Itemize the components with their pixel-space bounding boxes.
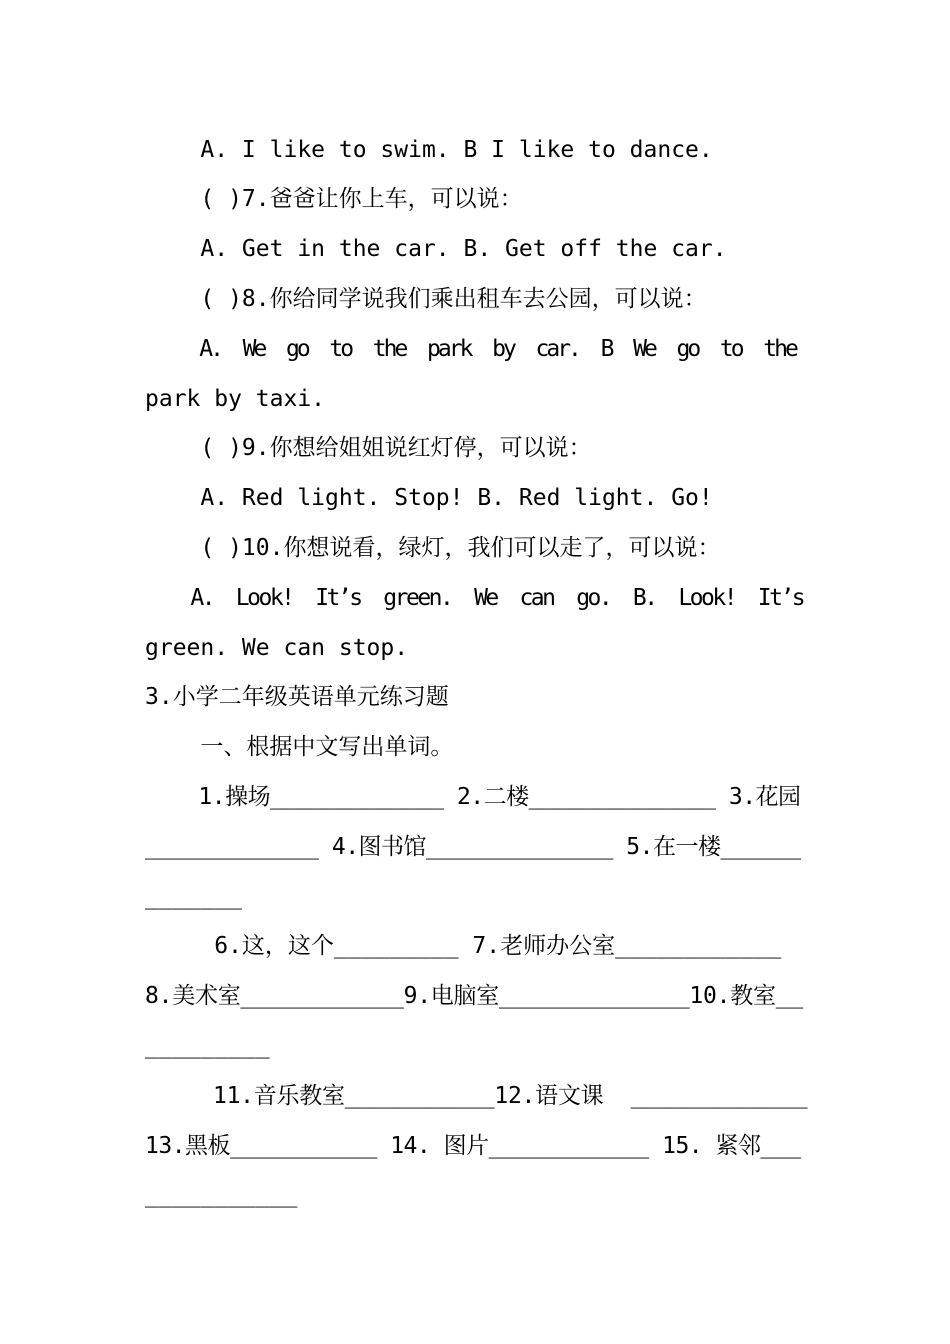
fill-in-line: 6.这，这个_________ 7.老师办公室____________ xyxy=(145,933,782,959)
text-line: A. I like to swim. B I like to dance. xyxy=(145,137,713,163)
fill-in-line: _________ xyxy=(145,1033,270,1059)
question-10: ( )10.你想说看，绿灯，我们可以走了，可以说： xyxy=(145,535,721,561)
text-line: A. Red light. Stop! B. Red light. Go! xyxy=(145,485,713,511)
fill-in-line: 8.美术室____________9.电脑室______________10.教室__ xyxy=(145,983,803,1009)
fill-in-line: 1.操场_____________ 2.二楼______________ 3.花园 xyxy=(145,784,801,810)
question-9: ( )9.你想给姐姐说红灯停，可以说： xyxy=(145,435,592,461)
section-heading: 3.小学二年级英语单元练习题 xyxy=(145,684,449,710)
text-line: A. Get in the car. B. Get off the car. xyxy=(145,236,727,262)
question-8: ( )8.你给同学说我们乘出租车去公园，可以说： xyxy=(145,286,707,312)
question-7: ( )7.爸爸让你上车，可以说： xyxy=(145,186,523,212)
exercise-instruction: 一、根据中文写出单词。 xyxy=(145,734,454,760)
text-line: A. Look! It’s green. We can go. B. Look! It’s xyxy=(145,585,804,611)
fill-in-line: _____________ 4.图书馆______________ 5.在一楼______ xyxy=(145,834,801,860)
fill-in-line: 11.音乐教室___________12.语文课 _____________ xyxy=(145,1083,808,1109)
text-line: green. We can stop. xyxy=(145,635,409,661)
text-line: park by taxi. xyxy=(145,386,326,412)
fill-in-line: 13.黑板___________ 14. 图片____________ 15. 紧邻___ xyxy=(145,1133,801,1159)
fill-in-line: ___________ xyxy=(145,1182,298,1208)
fill-in-line: _______ xyxy=(145,884,242,910)
text-line: A. We go to the park by car. B We go to the xyxy=(145,336,796,362)
